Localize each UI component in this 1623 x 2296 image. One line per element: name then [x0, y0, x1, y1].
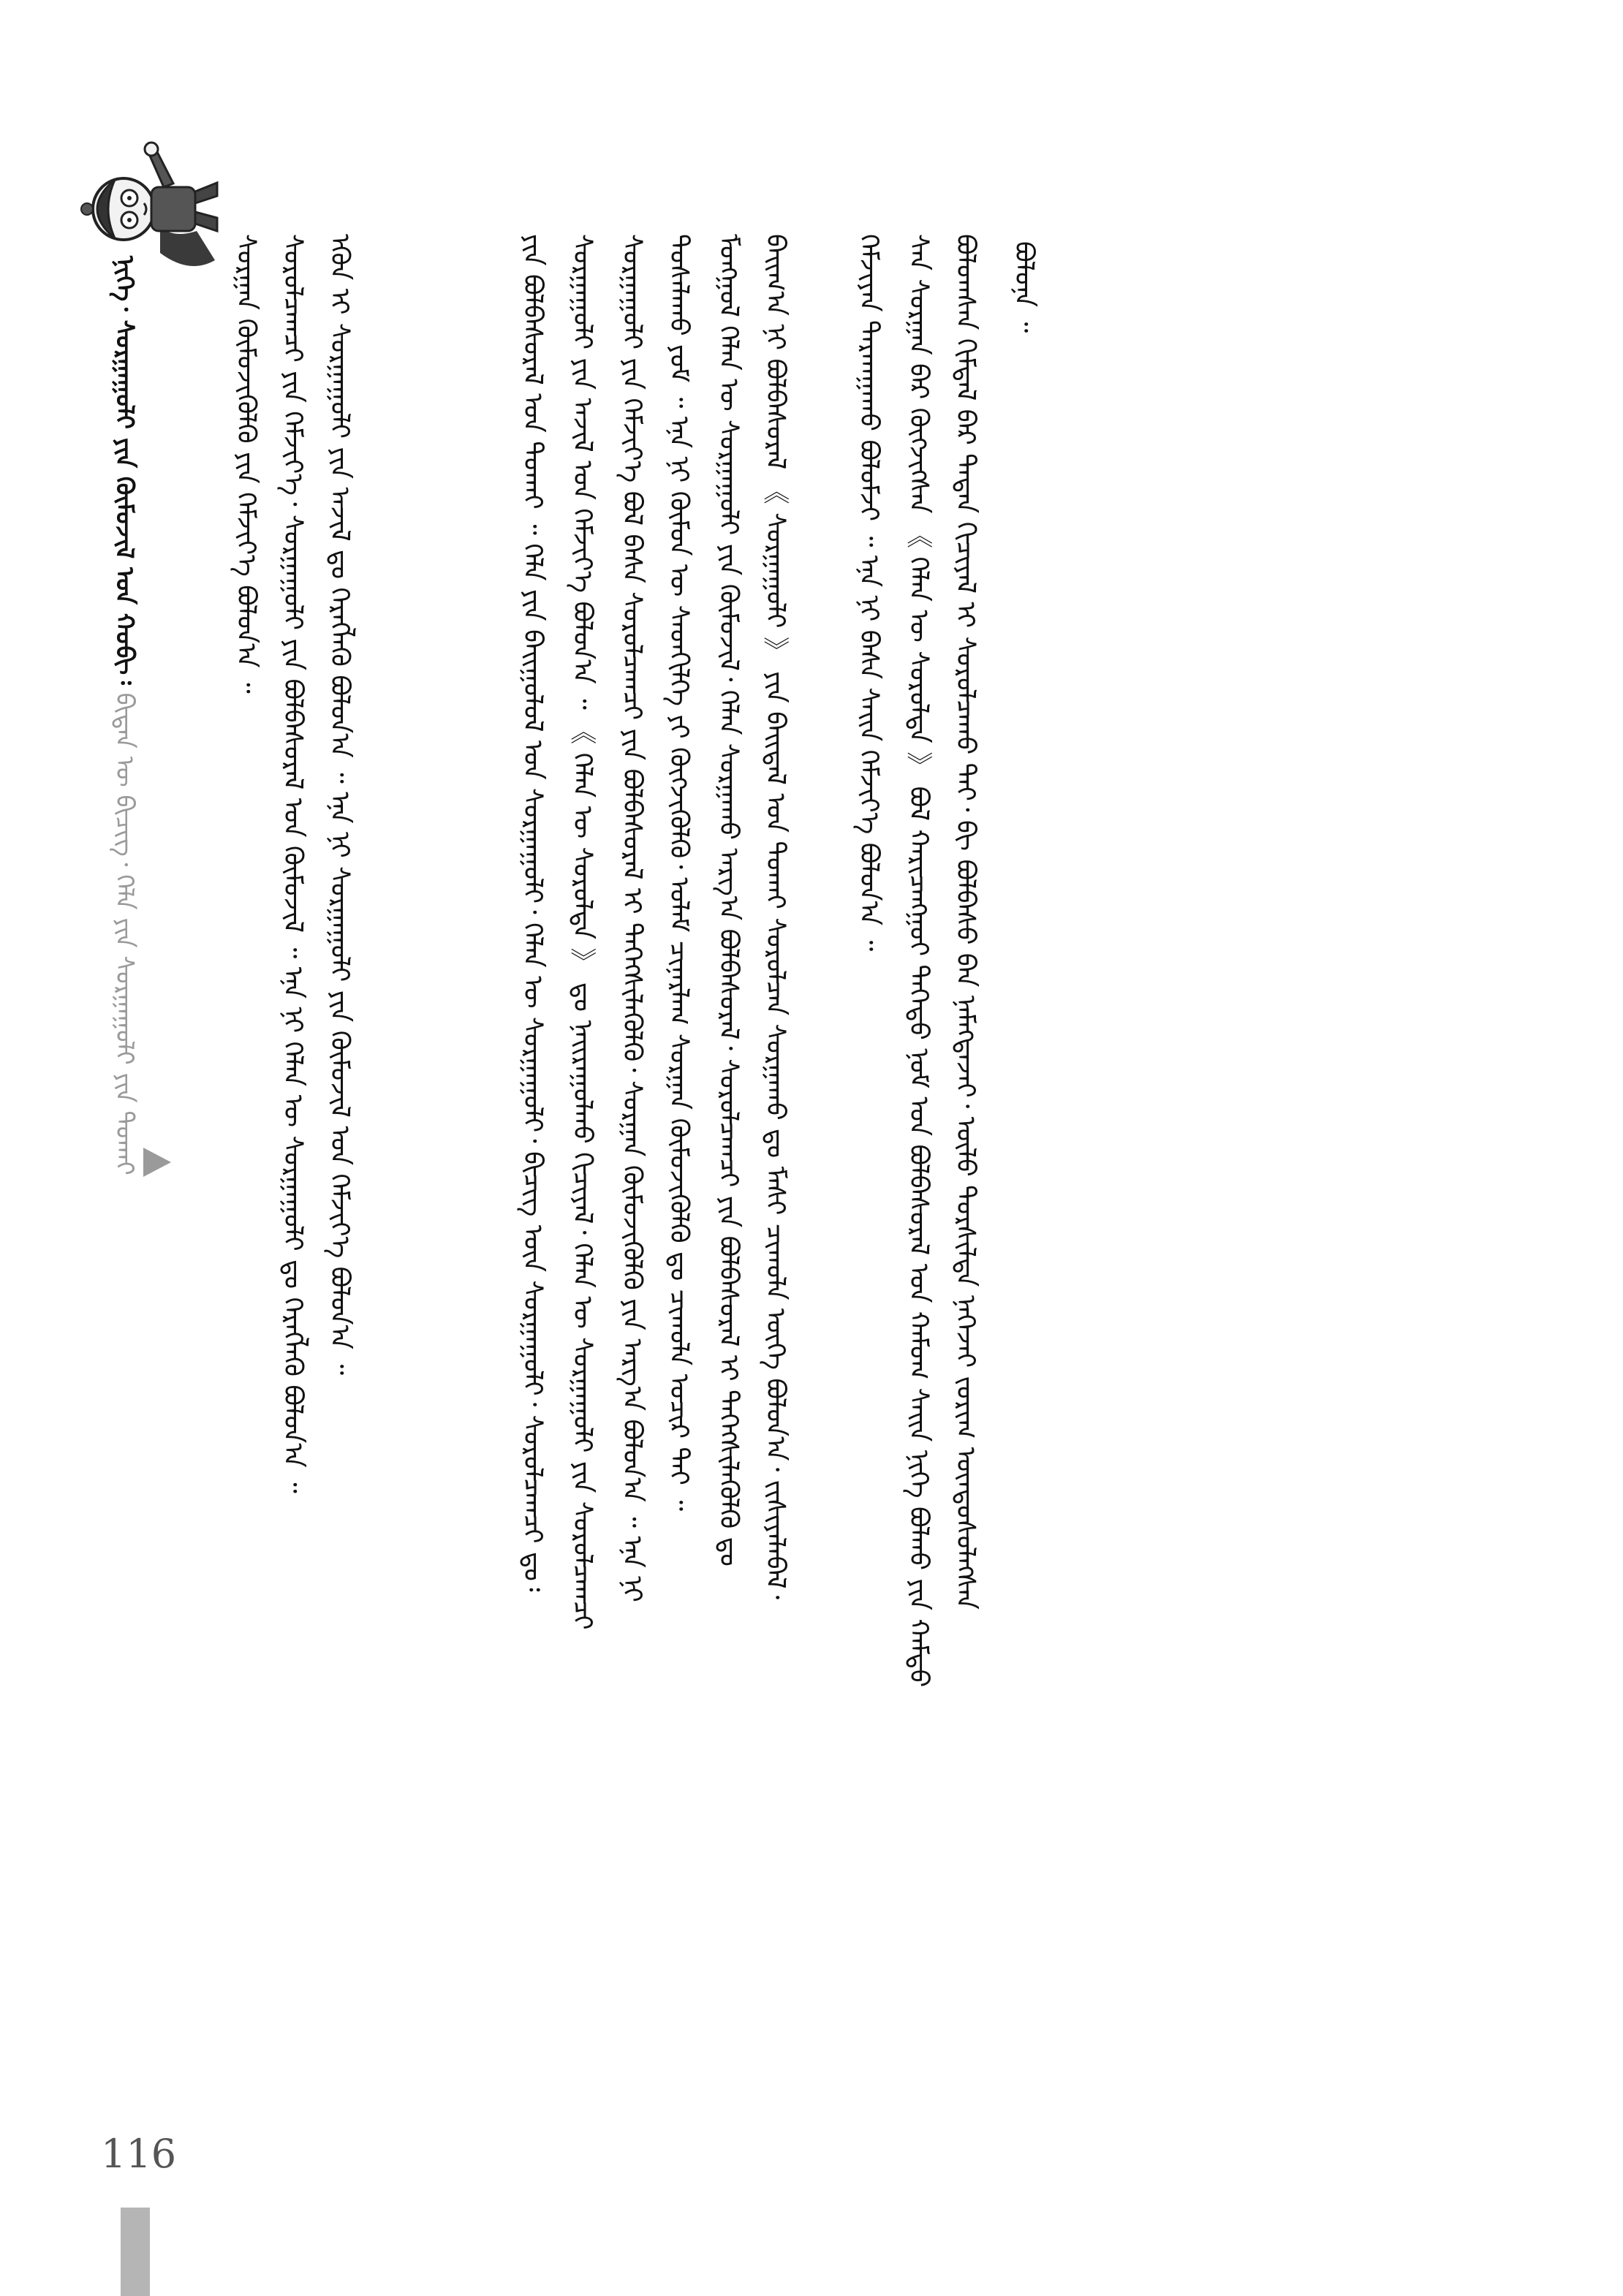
- legs: [195, 183, 217, 231]
- text-line: ᠪᠤᠯᠤᠭᠰᠠᠨ ᠬᠢᠮᠳᠠᠯ ᠪᠡᠷ ᠲᠡᠳᠡᠨ ᠬᠢᠴᠢᠶᠡᠯ ᠢ ᠰᠤᠷᠤᠯᠴᠠᠬᠤ ᠲᠠᠢ᠂ ᠪᠢ ᠪᠣᠯᠪᠠᠰᠤ ᠪᠡᠨ ᠨᠡᠮᠡᠭᠳᠡᠵᠡᠢ᠂ ᠦᠯᠦ ᠲᠤᠷᠰᠢᠯᠲᠠ ᠨᠡᠬᠡᠵᠡᠢ ᠵᠤᠷᠢᠭ ᠦᠨᠳᠦᠰᠦᠯᠡᠭᠰᠡᠨ: [950, 234, 980, 1610]
- text-line: ᠰᠤᠷᠤᠯᠴᠠᠭᠴᠢ ᠶᠢᠨ ᠬᠡᠮᠵᠢᠶ᠎ᠡ᠂ ᠰᠤᠷᠭᠠᠭᠤᠯᠢ ᠶᠢᠨ ᠪᠣᠯᠪᠠᠰᠤᠷᠠᠯ ᠤᠨ ᠬᠥᠮᠦᠵᠢᠯ ᠃ ᠡᠨᠡ ᠨᠢ ᠬᠡᠯᠡᠨ ᠦ ᠰᠤᠷᠭᠠᠭᠤᠯᠢ ᠳᠤ ᠬᠡᠷᠡᠭᠯᠡᠬᠦ ᠪᠣᠯᠤᠨ᠎ᠠ ᠃: [278, 234, 308, 1493]
- page-edge-bar: [121, 2208, 150, 2296]
- text-line: ᠡᠭᠦᠨ ᠢ ᠰᠤᠷᠭᠠᠭᠤᠯᠢ ᠶᠢᠨ ᠠᠵᠢᠯ ᠳᠤ ᠬᠡᠷᠡᠭᠯᠡᠬᠦ ᠪᠣᠯᠤᠨ᠎ᠠ ᠃ ᠡᠨᠡ ᠨᠢ ᠰᠤᠷᠭᠠᠭᠤᠯᠢ ᠶᠢᠨ ᠬᠥᠮᠦᠵᠢᠯ ᠤᠨ ᠬᠡᠮᠵᠢᠶ᠎ᠡ ᠪᠣᠯᠤᠨ᠎ᠠ ᠃: [325, 234, 355, 1376]
- text-line: ᠰᠤᠷᠭᠠᠨ ᠬᠥᠮᠦᠵᠢᠭᠦᠯᠬᠦ ᠶᠢᠨ ᠬᠡᠮᠵᠢᠶ᠎ᠡ ᠪᠣᠯᠤᠨ᠎ᠠ ᠃: [231, 234, 261, 694]
- text-line: ᠮᠣᠩᠭᠣᠯ ᠬᠡᠯᠡᠨ ᠦ ᠰᠤᠷᠭᠠᠭᠤᠯᠢ ᠶᠢᠨ ᠬᠥᠮᠦᠵᠢᠯ᠂ ᠬᠡᠯᠡᠨ ᠰᠤᠷᠭᠠᠬᠤ ᠠᠷᠭ᠎ᠠ ᠪᠣᠯᠪᠠᠰᠤᠷᠠᠯ᠂ ᠰᠤᠷᠤᠯᠴᠠᠭᠴᠢ ᠶᠢᠨ ᠪᠣᠯᠪᠠᠰᠤᠷᠠᠯ ᠢ ᠳᠡᠭᠡᠭᠰᠢᠯᠡᠭᠦᠯᠬᠦ ᠳᠤ: [714, 234, 744, 1566]
- text-line: ᠶᠢᠨ ᠪᠣᠯᠪᠠᠰᠤᠷᠠᠯ ᠤᠨ ᠲᠤᠬᠠᠢ ᠃ ᠬᠡᠯᠡ ᠶᠢᠨ ᠪᠠᠢᠭᠤᠯᠤᠯ ᠤᠨ ᠰᠤᠷᠭᠠᠭᠤᠯᠢ᠂ ᠬᠡᠯᠡᠨ ᠦ ᠰᠤᠷᠭᠠᠭᠤᠯᠢ᠂ ᠪᠢᠴᠢᠭ ᠦᠨ ᠰᠤᠷᠭᠠᠭᠤᠯᠢ᠂ ᠰᠤᠷᠤᠯᠴᠠᠭᠴᠢ ᠳᠤ᠄: [518, 234, 548, 1592]
- running-header: [102, 256, 146, 1206]
- text-line: ᠪᠣᠯᠤᠨᠠ ᠃: [1009, 241, 1039, 333]
- cape: [160, 227, 215, 266]
- body: [151, 187, 195, 231]
- text-line: ᠪᠠᠢᠭ᠎ᠠ ᠨᠢ ᠪᠣᠯᠪᠠᠰᠤᠷᠠᠯ 《 ᠰᠤᠷᠭᠠᠭᠤᠯᠢ 》 ᠶᠢᠨ ᠪᠠᠢᠳᠠᠯ ᠤᠨ ᠲᠤᠬᠠᠢ ᠰᠤᠷᠤᠯᠴᠠᠨ ᠰᠤᠷᠭᠠᠬᠤ ᠳᠤ ᠮᠠᠰᠢ ᠴᠢᠬᠤᠯᠠ ᠦᠭᠡ ᠪᠣᠯᠤᠨ᠎ᠠ᠂ ᠵᠢᠱᠢᠶᠡᠯᠡᠪᠡᠯ᠂: [760, 234, 790, 1600]
- text-line: ᠰᠤᠷᠭᠠᠭᠤᠯᠢ ᠶᠢᠨ ᠬᠡᠮᠵᠢᠶ᠎ᠡ ᠪᠣᠯ ᠪᠠᠰᠠ ᠰᠤᠷᠤᠯᠴᠠᠭᠴᠢ ᠶᠢᠨ ᠪᠣᠯᠪᠠᠰᠤᠷᠠᠯ ᠢ ᠳᠡᠭᠡᠭᠰᠢᠯᠡᠭᠦᠯᠬᠦ᠂ ᠰᠤᠷᠭᠠᠨ ᠬᠥᠮᠦᠵᠢᠭᠦᠯᠬᠦ ᠶᠢᠨ ᠠᠷᠭ᠎ᠠ ᠪᠣᠯᠤᠨ᠎ᠠ ᠃ ᠡᠨᠡ ᠨᠢ: [617, 234, 647, 1602]
- header-subtitle: ᠪᠢᠳᠡᠨ ᠦ ᠪᠢᠴᠢᠭ᠂ ᠬᠡᠯᠡ ᠶᠢᠨ ᠰᠤᠷᠭᠠᠭᠤᠯᠢ ᠶᠢᠨ ᠲᠤᠬᠠᠢ: [110, 692, 139, 1175]
- text-line: ᠰᠤᠷᠭᠠᠭᠤᠯᠢ ᠶᠢᠨ ᠠᠵᠢᠯ ᠤᠨ ᠬᠡᠮᠵᠢᠶ᠎ᠡ ᠪᠣᠯᠤᠨ᠎ᠠ ᠃ 《 ᠬᠡᠯᠡᠨ ᠦ ᠰᠤᠷᠤᠯᠲᠠ 》 ᠳᠤ ᠨᠠᠢᠷᠠᠭᠤᠯᠬᠤ ᠬᠢᠴᠢᠶᠡᠯ᠂ ᠬᠡᠯᠡᠨ ᠦ ᠰᠤᠷᠭᠠᠭᠤᠯᠢ ᠶᠢᠨ ᠰᠤᠷᠤᠯᠴᠠᠭᠴᠢ: [567, 234, 597, 1630]
- page-number: 116: [101, 2131, 177, 2177]
- triangle-marker-icon: [143, 1148, 171, 1177]
- text-line: ᠰᠠᠨ ᠰᠤᠷᠭᠠᠨ ᠪᠡᠷ ᠬᠥᠭᠵᠢᠭᠰᠡᠨ 《 ᠬᠡᠯᠡᠨ ᠦ ᠰᠤᠷᠤᠯᠲᠠ 》 ᠪᠤᠯ ᠬᠠᠷᠢᠴᠠᠩᠭᠤᠢ ᠳᠡᠭᠡᠳᠦ ᠨᠤᠮ ᠤᠨ ᠪᠣᠯᠪᠠᠰᠤᠷᠠᠯ ᠤᠨ ᠬᠠᠮᠤᠭ ᠰᠠᠢᠨ ᠨᠢᠭᠡ ᠪᠣᠯᠬᠤ ᠶᠢᠨ ᠬᠠᠮᠲᠤ: [904, 234, 934, 1688]
- text-line: ᠬᠡᠮᠵᠢᠶᠡᠨ ᠲᠠᠷᠬᠠᠭᠠᠬᠤ ᠪᠣᠯᠤᠮᠵᠢ ᠃ ᠡᠨᠡ ᠨᠢ ᠪᠠᠰᠠ ᠰᠠᠢᠨ ᠬᠡᠮᠵᠢᠶ᠎ᠡ ᠪᠣᠯᠤᠨ᠎ᠠ ᠃: [854, 234, 884, 952]
- text-line: ᠲᠤᠰᠠᠯᠠᠬᠤ ᠶᠤᠮ ᠃ ᠡᠨᠡ ᠨᠢ ᠬᠦᠮᠦᠨ ᠦ ᠰᠡᠳᠬᠢᠯᠭᠡ ᠶᠢ ᠬᠥᠭᠵᠢᠭᠦᠯᠬᠦ᠂ ᠤᠯᠠᠮ ᠴᠢᠨᠠᠷᠯᠠᠭ ᠰᠤᠷᠭᠠᠨ ᠬᠥᠮᠦᠵᠢᠭᠦᠯᠬᠦ ᠳᠤ ᠴᠢᠬᠤᠯᠠ ᠤᠴᠢᠷ ᠲᠠᠢ ᠃: [664, 234, 694, 1512]
- chapter-title: ᠨᠢᠭᠡ᠂ ᠰᠤᠷᠭᠠᠭᠤᠯᠢ ᠶᠢᠨ ᠬᠥᠮᠦᠵᠢᠯ ᠤᠨ ᠬᠤᠪᠢ᠄: [110, 256, 139, 685]
